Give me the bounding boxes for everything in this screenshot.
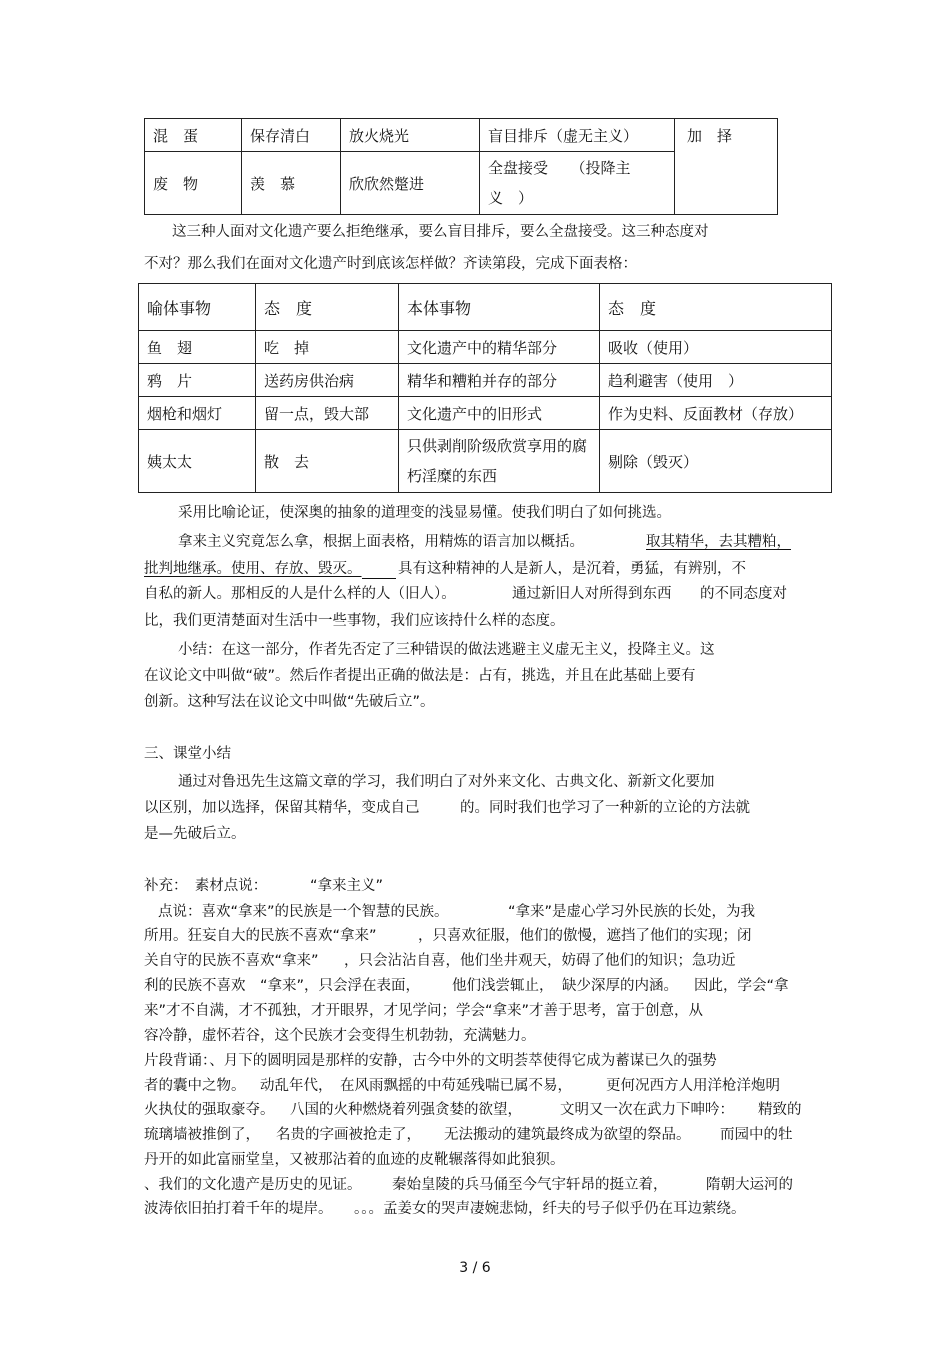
- table-cell: 吃 掉: [256, 331, 399, 364]
- table-header-row: [139, 284, 832, 331]
- table-header-cell: 态 度: [600, 284, 832, 331]
- paragraph-line: 火执仗的强取豪夺。: [144, 1102, 275, 1118]
- paragraph-line: 容冷静，虚怀若谷，这个民族才会变得生机勃勃，充满魅力。: [144, 1028, 536, 1044]
- paragraph-line: 隋朝大运河的: [706, 1177, 793, 1193]
- paragraph-line: 的不同态度对: [700, 586, 787, 602]
- paragraph-line: 者的囊中之物。: [144, 1078, 246, 1094]
- paragraph-line: 动乱年代，: [260, 1078, 333, 1094]
- table-cell-merged: 加 择: [675, 119, 778, 215]
- table-header-cell: 态 度: [256, 284, 399, 331]
- paragraph-line: 具有这种精神的人是新人，是沉着，勇猛，有辨别，不: [398, 561, 746, 577]
- paragraph-line: 丹开的如此富丽堂皇，又被那沾着的血迹的皮靴辗落得如此狼狈。: [144, 1152, 565, 1168]
- table-cell: 放火烧光: [341, 119, 480, 152]
- paragraph-line: 的。同时我们也学习了一种新的立论的方法就: [460, 800, 750, 816]
- table-cell: 鱼 翅: [139, 331, 256, 364]
- table-cell: 羡 慕: [242, 152, 341, 215]
- table-cell: 送药房供治病: [256, 364, 399, 397]
- table-cell: 趋利避害（使用 ）: [600, 364, 832, 397]
- table-row: [139, 331, 832, 364]
- paragraph-line: 补充： 素材点说：: [144, 878, 268, 894]
- paragraph-line: 在风雨飘摇的中苟延残喘已属不易，: [340, 1078, 572, 1094]
- paragraph-line: 通过新旧人对所得到东西: [512, 586, 672, 602]
- table-cell: 文化遗产中的精华部分: [399, 331, 600, 364]
- paragraph-line: ，只会沾沾自喜，他们坐井观天，妨碍了他们的知识；急功近: [344, 953, 736, 969]
- table-cell: 混 蛋: [145, 119, 242, 152]
- paragraph-line: 精致的: [758, 1102, 802, 1118]
- table-cell: 作为史料、反面教材（存放）: [600, 397, 832, 430]
- paragraph-line: 无法搬动的建筑最终成为欲望的祭品。: [444, 1127, 691, 1143]
- paragraph-line: 以区别，加以选择，保留其精华，变成自己: [144, 800, 420, 816]
- paragraph-line: 在议论文中叫做“破”。然后作者提出正确的做法是：占有，挑选，并且在此基础上要有: [144, 668, 696, 684]
- paragraph-line: 琉璃墙被推倒了，: [144, 1127, 260, 1143]
- table-cell: 文化遗产中的旧形式: [399, 397, 600, 430]
- table-row: [139, 364, 832, 397]
- table-header-cell: 喻体事物: [139, 284, 256, 331]
- paragraph-line: 而园中的牡: [720, 1127, 793, 1143]
- metaphor-table: [138, 283, 832, 493]
- table-row: [139, 430, 832, 493]
- paragraph-line: 八国的火种燃烧着列强贪婪的欲望，: [290, 1102, 522, 1118]
- paragraph-line: 他们浅尝辄止，: [452, 978, 554, 994]
- table-cell: 烟枪和烟灯: [139, 397, 256, 430]
- table-row: [139, 397, 832, 430]
- paragraph-line: 。。。孟姜女的哭声凄婉悲恸，纤夫的号子似乎仍在耳边萦绕。: [354, 1201, 746, 1217]
- table-cell: 精华和糟粕并存的部分: [399, 364, 600, 397]
- paragraph-line: ，只喜欢征服，他们的傲慢，遮挡了他们的实现；闭: [418, 928, 752, 944]
- answer-text: 批判地继承。使用、存放、毁灭。: [144, 561, 362, 577]
- paragraph-line: 缺少深厚的内涵。: [562, 978, 678, 994]
- paragraph-line: 文明又一次在武力下呻吟：: [560, 1102, 734, 1118]
- paragraph-line: 点说：喜欢“拿来”的民族是一个智慧的民族。: [158, 904, 449, 920]
- table-cell: 鸦 片: [139, 364, 256, 397]
- paragraph-line: 更何况西方人用洋枪洋炮明: [606, 1078, 780, 1094]
- table-cell: 保存清白: [242, 119, 341, 152]
- paragraph-line: 比，我们更清楚面对生活中一些事物，我们应该持什么样的态度。: [144, 613, 565, 629]
- paragraph-line: “拿来主义”: [310, 878, 384, 894]
- table-cell: 吸收（使用）: [600, 331, 832, 364]
- table-row: [145, 119, 778, 152]
- paragraph-line: 拿来主义究竟怎么拿，根据上面表格，用精炼的语言加以概括。: [178, 534, 584, 550]
- table-cell: 姨太太: [139, 430, 256, 493]
- paragraph-line: “拿来”是虚心学习外民族的长处，为我: [508, 904, 756, 920]
- paragraph-line: 不对？那么我们在面对文化遗产时到底该怎样做？齐读第段，完成下面表格：: [144, 256, 637, 272]
- paragraph-line: 通过对鲁迅先生这篇文章的学习，我们明白了对外来文化、古典文化、新新文化要加: [178, 774, 715, 790]
- paragraph-line: 名贵的字画被抢走了，: [276, 1127, 421, 1143]
- paragraph-line: 秦始皇陵的兵马俑至今气宇轩昂的挺立着，: [392, 1177, 668, 1193]
- paragraph-line: 自私的新人。那相反的人是什么样的人（旧人）。: [144, 586, 456, 602]
- table-cell: 只供剥削阶级欣赏享用的腐朽淫糜的东西: [399, 430, 600, 493]
- table-header-cell: 本体事物: [399, 284, 600, 331]
- table-cell: 盲目排斥（虚无主义）: [480, 119, 675, 152]
- underline-blank: [362, 578, 396, 579]
- paragraph-line: 来”才不自满，才不孤独，才开眼界，才见学问；学会“拿来”才善于思考，富于创意，从: [144, 1003, 704, 1019]
- table-cell: 全盘接受 （投降主义 ）: [480, 152, 675, 215]
- paragraph-line: 片段背诵：、月下的圆明园是那样的安静，古今中外的文明荟萃使得它成为蓄谋已久的强势: [144, 1053, 717, 1069]
- paragraph-line: 波涛依旧拍打着千年的堤岸。: [144, 1201, 333, 1217]
- paragraph-line: 关自守的民族不喜欢“拿来”: [144, 953, 319, 969]
- paragraph-line: 采用比喻论证，使深奥的抽象的道理变的浅显易懂。使我们明白了如何挑选。: [178, 505, 671, 521]
- paragraph-line: 小结：在这一部分，作者先否定了三种错误的做法逃避主义虚无主义，投降主义。这: [178, 642, 715, 658]
- paragraph-line: 所用。狂妄自大的民族不喜欢“拿来”: [144, 928, 377, 944]
- page-number: 3 / 6: [459, 1260, 491, 1276]
- paragraph-line: 这三种人面对文化遗产要么拒绝继承，要么盲目排斥，要么全盘接受。这三种态度对: [172, 224, 709, 240]
- paragraph-line: 利的民族不喜欢 “拿来”，只会浮在表面，: [144, 978, 421, 994]
- answer-text: 取其精华，去其糟粕，: [646, 534, 791, 550]
- table-cell: 散 去: [256, 430, 399, 493]
- section-heading: 三、课堂小结: [144, 746, 231, 762]
- paragraph-line: 、我们的文化遗产是历史的见证。: [144, 1177, 362, 1193]
- table-cell: 剔除（毁灭）: [600, 430, 832, 493]
- paragraph-line: 因此，学会“拿: [694, 978, 789, 994]
- paragraph-line: 创新。这种写法在议论文中叫做“先破后立”。: [144, 694, 435, 710]
- paragraph-line: 是—先破后立。: [144, 826, 246, 842]
- table-cell: 废 物: [145, 152, 242, 215]
- attitude-table-top: [144, 118, 778, 215]
- table-cell: 欣欣然蹩进: [341, 152, 480, 215]
- table-cell: 留一点，毁大部: [256, 397, 399, 430]
